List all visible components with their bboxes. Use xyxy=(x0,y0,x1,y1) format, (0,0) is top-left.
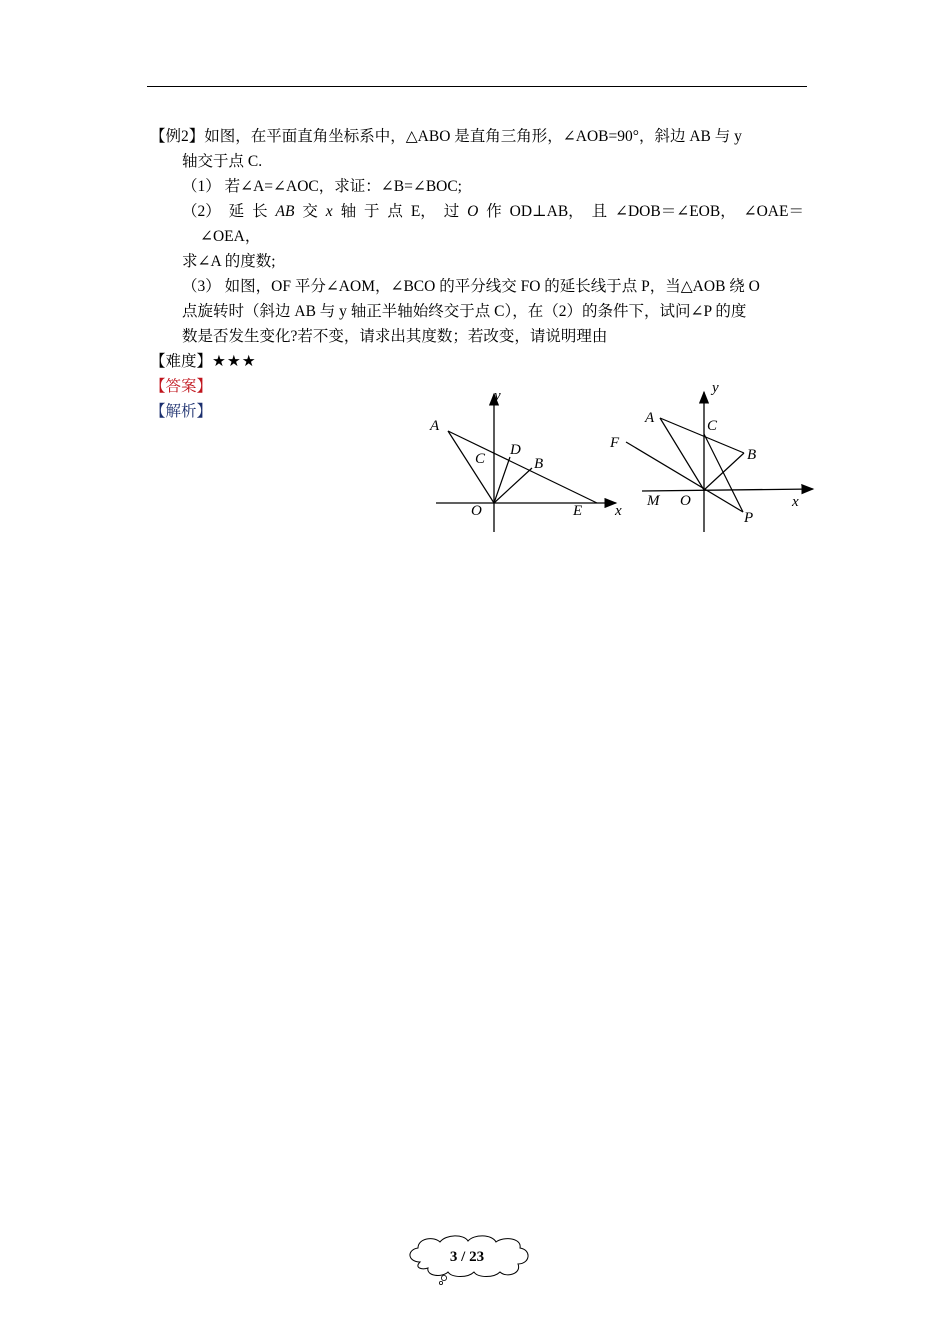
example-tag: 【例2】 xyxy=(150,128,205,145)
question-part2-line2: ∠OEA， xyxy=(200,228,261,245)
part2-seg: E， xyxy=(410,203,436,220)
label-d: D xyxy=(510,442,521,458)
label-b: B xyxy=(534,456,544,472)
segment-ao xyxy=(660,418,704,490)
example-intro-line1 xyxy=(150,124,810,149)
page-number: 3 / 23 xyxy=(449,1249,485,1265)
part2-seg: 轴 xyxy=(340,203,357,220)
label-x: x xyxy=(615,503,622,519)
part2-seg: 延 xyxy=(228,203,245,220)
part2-seg: 长 xyxy=(252,203,268,220)
label-x: x xyxy=(792,494,799,510)
part2-seg: 于 xyxy=(364,203,380,220)
label-c: C xyxy=(707,418,718,434)
part2-seg: 作 xyxy=(486,203,502,220)
question-part3-line1: （3） 如图，OF 平分∠AOM，∠BCO 的平分线交 FO 的延长线于点 P，当△AOB 绕 O xyxy=(182,278,760,295)
part2-seg: ∠OAE＝ xyxy=(743,203,804,220)
question-part2-line1 xyxy=(150,199,810,224)
label-c: C xyxy=(475,451,486,467)
page-number-badge xyxy=(402,1232,534,1288)
label-y: y xyxy=(712,380,719,396)
question-part2-line3: 求∠A 的度数; xyxy=(182,253,276,270)
figure-right xyxy=(609,380,813,532)
label-a: A xyxy=(430,418,440,434)
part2-seg: AB xyxy=(275,203,295,220)
label-b: B xyxy=(747,447,757,463)
label-m: M xyxy=(647,493,660,509)
part2-seg: O xyxy=(467,203,479,220)
part2-seg: ∠DOB＝∠EOB， xyxy=(615,203,736,220)
label-o: O xyxy=(471,503,482,519)
difficulty-line xyxy=(150,349,810,374)
example-block xyxy=(150,124,810,424)
x-axis xyxy=(642,489,813,491)
difficulty-stars: ★★★ xyxy=(212,353,257,370)
question-part1: （1） 若∠A=∠AOC，求证：∠B=∠BOC; xyxy=(182,178,462,195)
part2-seg: 且 xyxy=(591,203,608,220)
example-intro-line2: 轴交于点 C. xyxy=(182,153,263,170)
label-e: E xyxy=(573,503,583,519)
segment-ab xyxy=(660,418,744,453)
label-f: F xyxy=(610,435,620,451)
geometry-figures xyxy=(420,380,820,540)
label-p: P xyxy=(744,510,754,526)
part2-seg: 交 xyxy=(302,203,318,220)
answer-label: 【答案】 xyxy=(150,378,213,395)
label-a: A xyxy=(645,410,655,426)
example-intro-text: 如图，在平面直角坐标系中，△ABO 是直角三角形，∠AOB=90°，斜边 AB 与 y xyxy=(204,128,742,145)
part2-seg: （2） xyxy=(182,203,221,220)
question-part3-line2: 点旋转时（斜边 AB 与 y 轴正半轴始终交于点 C），在（2）的条件下，试问∠P 的度 xyxy=(182,303,747,320)
question-part3-line3: 数是否发生变化?若不变，请求出其度数；若改变，请说明理由 xyxy=(182,328,608,345)
label-o: O xyxy=(680,493,691,509)
part2-seg: 点 xyxy=(387,203,403,220)
part2-seg: OD⊥AB， xyxy=(509,203,584,220)
part2-seg: x xyxy=(325,203,333,220)
header-rule xyxy=(147,86,807,87)
segment-ob xyxy=(704,453,744,490)
difficulty-label: 【难度】 xyxy=(150,353,213,370)
analysis-label: 【解析】 xyxy=(150,403,213,420)
figure-left xyxy=(429,388,622,532)
part2-seg: 过 xyxy=(443,203,460,220)
label-y: y xyxy=(494,388,501,404)
